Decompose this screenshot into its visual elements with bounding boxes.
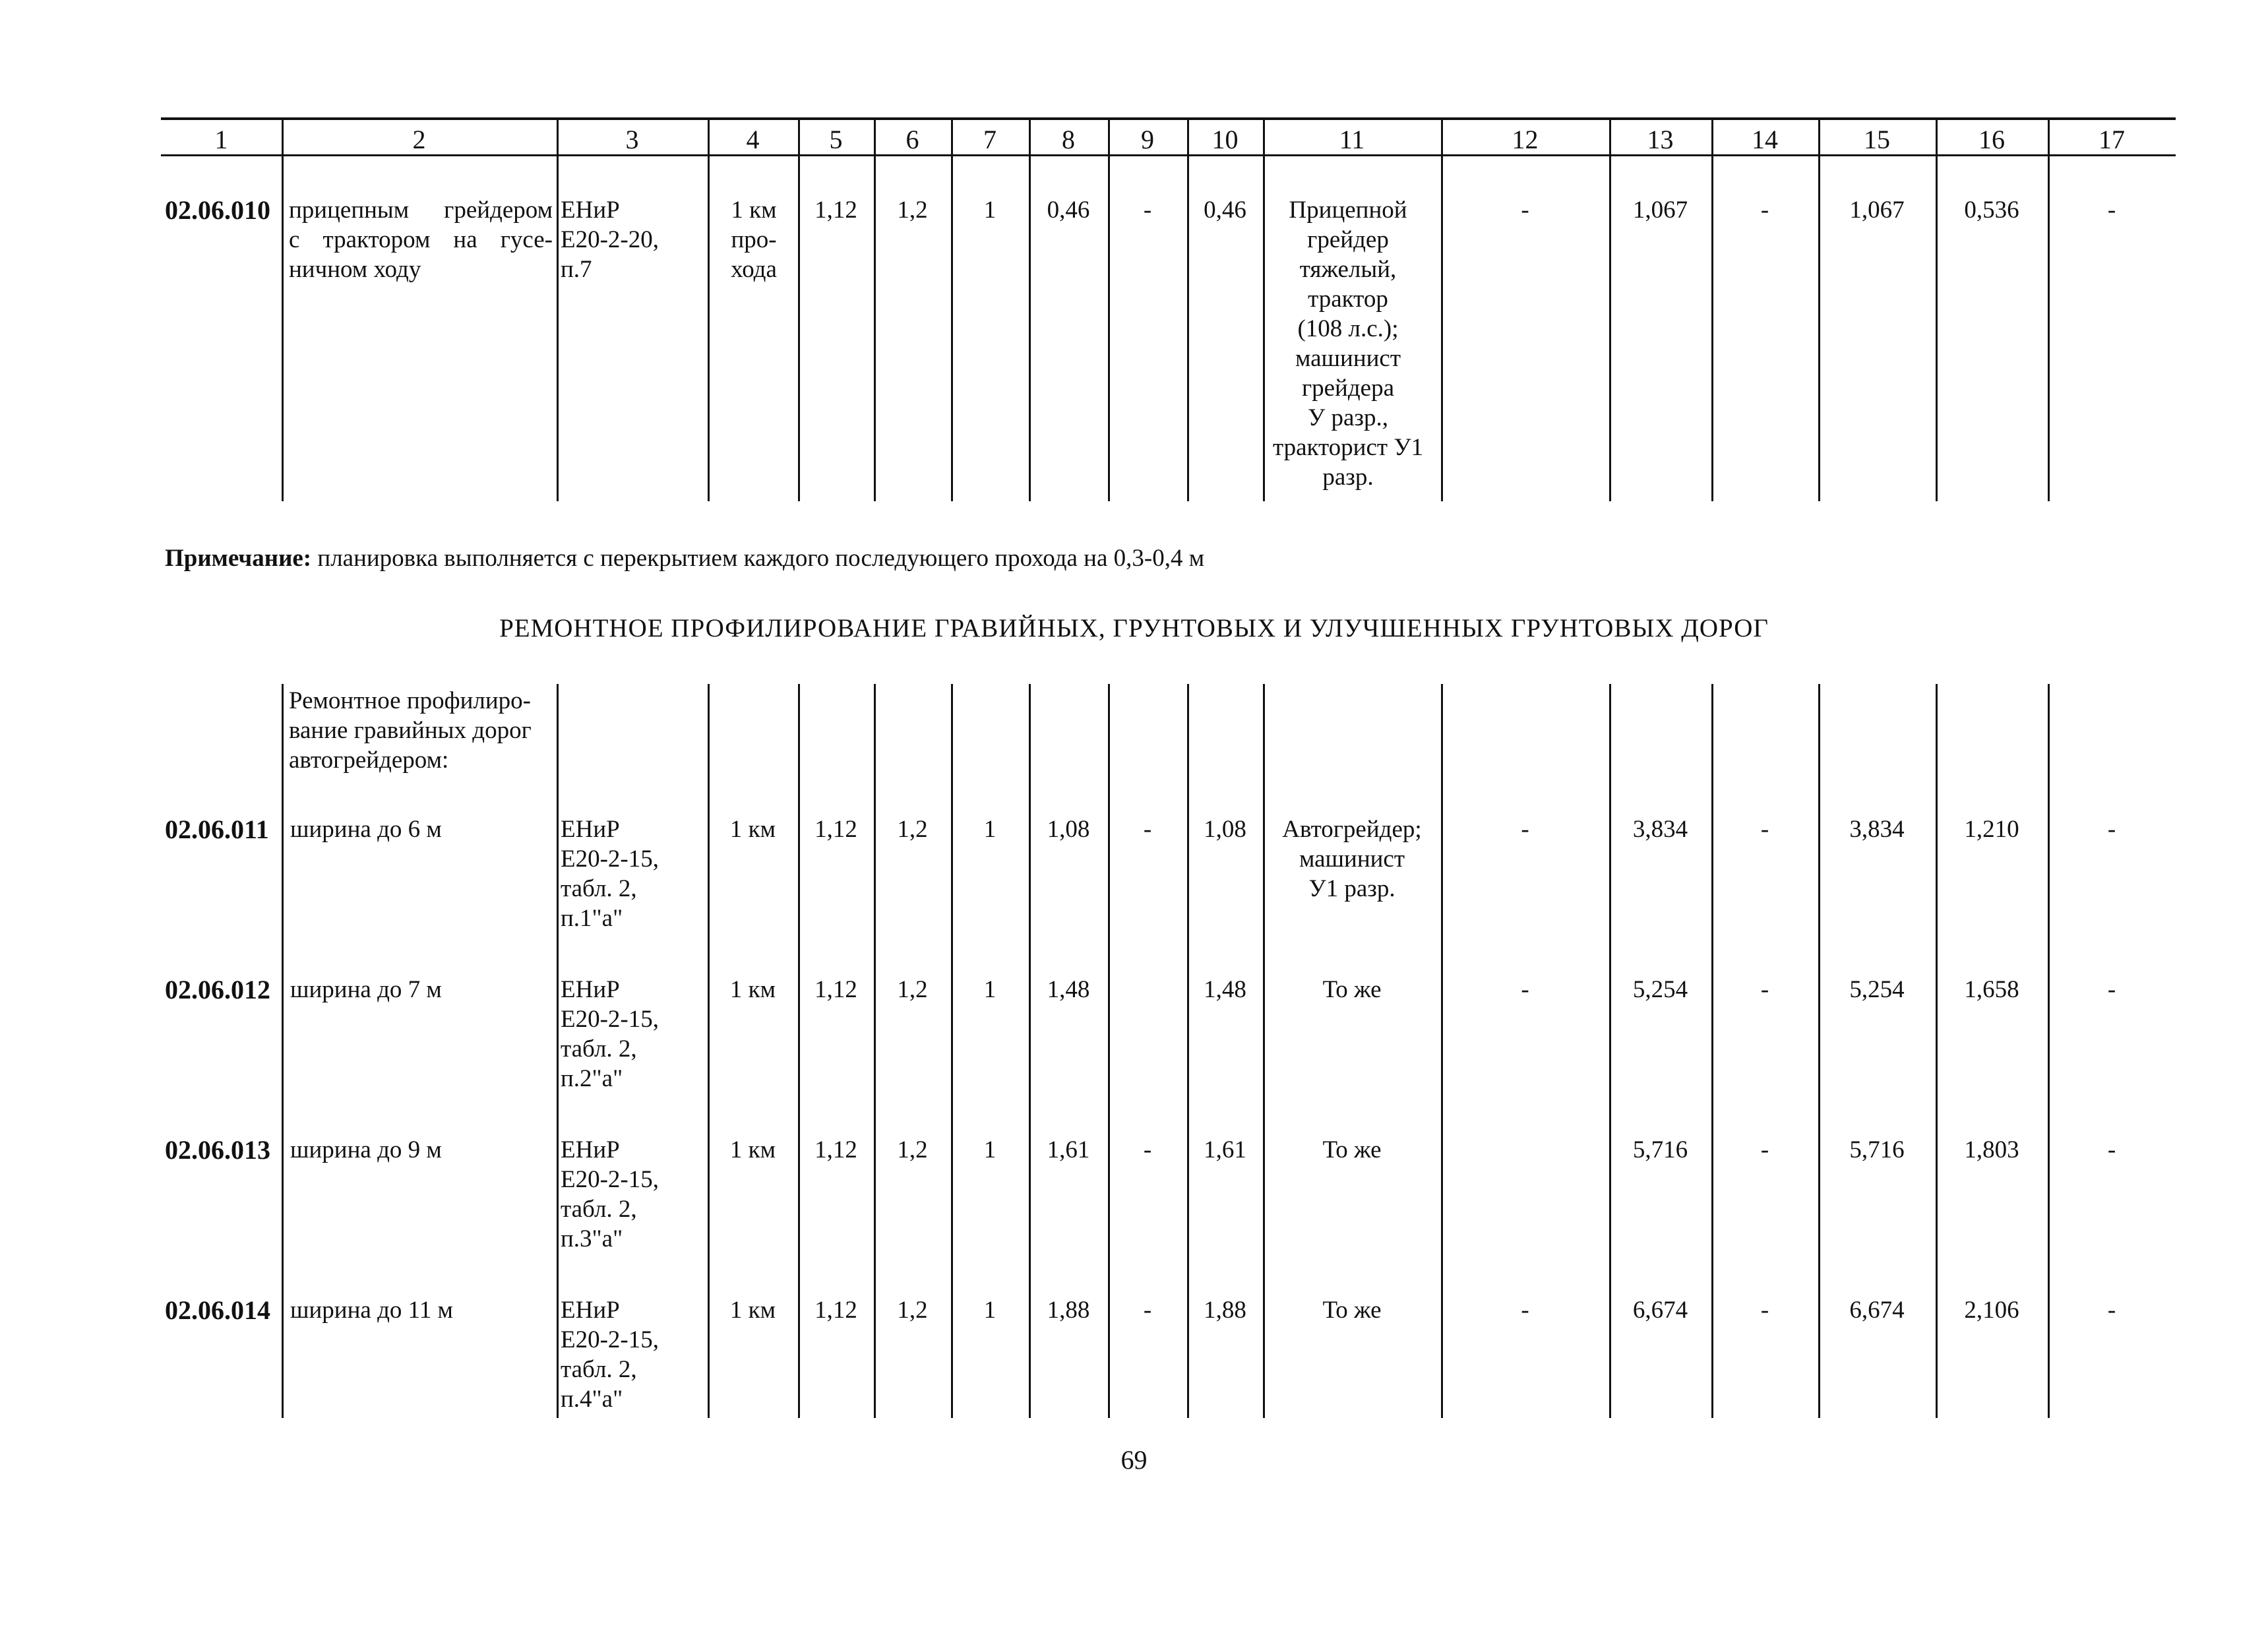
column-number-2: 2 bbox=[412, 125, 426, 154]
cell-col-8: 1,61 bbox=[1047, 1136, 1090, 1163]
crew-line: Автогрейдер; bbox=[1282, 816, 1422, 843]
cell-col-6: 1,2 bbox=[897, 1297, 928, 1324]
cell-col-6: 1,2 bbox=[897, 1136, 928, 1163]
crew-line: машинист bbox=[1295, 345, 1401, 372]
column-divider bbox=[1936, 120, 1938, 501]
crew-line: тяжелый, bbox=[1299, 256, 1397, 283]
cell-col-9: - bbox=[1143, 1297, 1152, 1324]
machinery-crew bbox=[1263, 815, 1441, 904]
work-description: ширина до 6 м bbox=[290, 816, 442, 843]
norm-line: Е20-2-15, bbox=[561, 1006, 659, 1033]
cell-col-10: 1,48 bbox=[1204, 976, 1246, 1003]
cell-col-6: 1,2 bbox=[897, 816, 928, 843]
column-number-7: 7 bbox=[983, 125, 996, 154]
norm-line: Е20-2-20, bbox=[561, 226, 659, 253]
cell-col-10: 1,61 bbox=[1204, 1136, 1246, 1163]
crew-line: То же bbox=[1322, 1297, 1382, 1324]
work-description bbox=[289, 195, 553, 284]
cell-col-17: - bbox=[2107, 816, 2116, 843]
row-code: 02.06.010 bbox=[165, 195, 270, 225]
crew-line: грейдер bbox=[1307, 226, 1389, 253]
cell-col-14: - bbox=[1760, 197, 1769, 224]
cell-col-17: - bbox=[2107, 976, 2116, 1003]
cell-col-5: 1,12 bbox=[814, 197, 857, 224]
column-divider bbox=[282, 684, 284, 1418]
column-divider bbox=[874, 120, 876, 501]
column-number-1: 1 bbox=[214, 125, 228, 154]
cell-col-12: - bbox=[1521, 197, 1529, 224]
crew-line: трактор bbox=[1308, 286, 1388, 313]
cell-col-13: 6,674 bbox=[1632, 1297, 1688, 1324]
norm-line: ЕНиР bbox=[561, 1297, 620, 1324]
cell-col-10: 1,88 bbox=[1204, 1297, 1246, 1324]
column-divider bbox=[557, 120, 559, 501]
cell-col-15: 6,674 bbox=[1849, 1297, 1905, 1324]
crew-line: разр. bbox=[1322, 464, 1374, 491]
column-divider bbox=[557, 684, 559, 1418]
section-title: РЕМОНТНОЕ ПРОФИЛИРОВАНИЕ ГРАВИЙНЫХ, ГРУНТОВЫХ И УЛУЧШЕННЫХ ГРУНТОВЫХ ДОРОГ bbox=[499, 614, 1769, 642]
column-divider bbox=[2048, 120, 2050, 501]
group-heading bbox=[289, 686, 559, 775]
column-number-11: 11 bbox=[1339, 125, 1365, 154]
cell-col-7: 1 bbox=[983, 976, 996, 1003]
cell-col-15: 5,716 bbox=[1849, 1136, 1905, 1163]
cell-col-17: - bbox=[2107, 197, 2116, 224]
column-number-6: 6 bbox=[905, 125, 919, 154]
unit-line: про- bbox=[731, 226, 777, 253]
column-number-16: 16 bbox=[1978, 125, 2005, 154]
norm-line: табл. 2, bbox=[561, 1196, 637, 1223]
column-number-8: 8 bbox=[1062, 125, 1075, 154]
norm-reference bbox=[561, 815, 706, 933]
crew-line: У1 разр. bbox=[1308, 875, 1395, 902]
cell-col-12: - bbox=[1521, 976, 1529, 1003]
norm-line: Е20-2-15, bbox=[561, 1166, 659, 1193]
norm-line: п.4"а" bbox=[561, 1386, 623, 1413]
row-code: 02.06.011 bbox=[165, 815, 269, 844]
group-heading-line: Ремонтное профилиро- bbox=[289, 687, 531, 714]
cell-col-16: 2,106 bbox=[1964, 1297, 2019, 1324]
norm-line: п.2"а" bbox=[561, 1065, 623, 1092]
column-number-14: 14 bbox=[1752, 125, 1778, 154]
column-divider bbox=[1108, 120, 1110, 501]
column-number-17: 17 bbox=[2099, 125, 2125, 154]
cell-col-16: 1,658 bbox=[1964, 976, 2019, 1003]
column-divider bbox=[1818, 120, 1820, 501]
column-divider bbox=[1029, 120, 1031, 501]
crew-line: То же bbox=[1322, 976, 1382, 1003]
norm-line: табл. 2, bbox=[561, 1035, 637, 1063]
machinery-crew bbox=[1260, 195, 1436, 492]
column-divider bbox=[798, 120, 800, 501]
column-number-4: 4 bbox=[746, 125, 760, 154]
crew-line: (108 л.с.); bbox=[1297, 315, 1399, 342]
norm-line: Е20-2-15, bbox=[561, 1326, 659, 1353]
cell-col-10: 0,46 bbox=[1204, 197, 1246, 224]
work-description: ширина до 9 м bbox=[290, 1136, 442, 1163]
cell-col-12: - bbox=[1521, 816, 1529, 843]
group-heading-line: вание гравийных дорог bbox=[289, 717, 532, 744]
cell-col-8: 1,88 bbox=[1047, 1297, 1090, 1324]
cell-col-14: - bbox=[1760, 976, 1769, 1003]
crew-line: То же bbox=[1322, 1136, 1382, 1163]
column-number-3: 3 bbox=[625, 125, 639, 154]
machinery-crew bbox=[1263, 1295, 1441, 1325]
work-description: ширина до 7 м bbox=[290, 976, 442, 1003]
cell-col-14: - bbox=[1760, 1297, 1769, 1324]
column-divider bbox=[282, 120, 284, 501]
row-code: 02.06.012 bbox=[165, 975, 270, 1004]
cell-col-13: 1,067 bbox=[1632, 197, 1688, 224]
cell-col-9: - bbox=[1143, 1136, 1152, 1163]
cell-col-17: - bbox=[2107, 1136, 2116, 1163]
unit-line: хода bbox=[731, 256, 777, 283]
group-heading-line: автогрейдером: bbox=[289, 747, 449, 774]
norm-reference bbox=[561, 195, 706, 284]
column-number-15: 15 bbox=[1864, 125, 1890, 154]
cell-col-7: 1 bbox=[983, 197, 996, 224]
crew-line: машинист bbox=[1299, 846, 1405, 873]
cell-col-13: 3,834 bbox=[1632, 816, 1688, 843]
cell-col-13: 5,254 bbox=[1632, 976, 1688, 1003]
description-line: прицепным грейдером bbox=[289, 197, 553, 224]
cell-col-17: - bbox=[2107, 1297, 2116, 1324]
cell-col-7: 1 bbox=[983, 816, 996, 843]
column-number-9: 9 bbox=[1141, 125, 1154, 154]
cell-col-5: 1,12 bbox=[814, 816, 857, 843]
column-number-5: 5 bbox=[829, 125, 843, 154]
crew-line: тракторист У1 bbox=[1272, 434, 1424, 461]
description-line: с трактором на гусе- bbox=[289, 226, 553, 253]
norm-line: ЕНиР bbox=[561, 197, 620, 224]
norm-line: табл. 2, bbox=[561, 1356, 637, 1383]
note-label: Примечание: bbox=[165, 545, 312, 572]
unit-of-measure: 1 км bbox=[729, 816, 776, 843]
column-divider bbox=[951, 120, 953, 501]
norm-line: Е20-2-15, bbox=[561, 846, 659, 873]
norm-line: п.1"а" bbox=[561, 905, 623, 932]
norm-reference bbox=[561, 975, 706, 1094]
row-code: 02.06.013 bbox=[165, 1135, 270, 1165]
norm-line: п.7 bbox=[561, 256, 592, 283]
unit-of-measure bbox=[710, 195, 798, 284]
column-divider bbox=[1441, 120, 1443, 501]
cell-col-7: 1 bbox=[983, 1136, 996, 1163]
cell-col-6: 1,2 bbox=[897, 197, 928, 224]
norm-line: ЕНиР bbox=[561, 816, 620, 843]
cell-col-16: 1,803 bbox=[1964, 1136, 2019, 1163]
cell-col-5: 1,12 bbox=[814, 976, 857, 1003]
norm-line: табл. 2, bbox=[561, 875, 637, 902]
cell-col-6: 1,2 bbox=[897, 976, 928, 1003]
unit-of-measure: 1 км bbox=[729, 976, 776, 1003]
cell-col-15: 5,254 bbox=[1849, 976, 1905, 1003]
table-note bbox=[165, 544, 1204, 572]
crew-line: У разр., bbox=[1308, 404, 1388, 431]
cell-col-12: - bbox=[1521, 1297, 1529, 1324]
unit-line: 1 км bbox=[731, 197, 777, 224]
cell-col-9: - bbox=[1143, 816, 1152, 843]
norm-line: п.3"а" bbox=[561, 1225, 623, 1252]
machinery-crew bbox=[1263, 1135, 1441, 1165]
machinery-crew bbox=[1263, 975, 1441, 1004]
cell-col-13: 5,716 bbox=[1632, 1136, 1688, 1163]
column-divider bbox=[1187, 120, 1189, 501]
cell-col-7: 1 bbox=[983, 1297, 996, 1324]
column-divider bbox=[1609, 120, 1611, 501]
column-number-10: 10 bbox=[1211, 125, 1239, 154]
work-description: ширина до 11 м bbox=[290, 1297, 453, 1324]
cell-col-15: 3,834 bbox=[1849, 816, 1905, 843]
cell-col-5: 1,12 bbox=[814, 1297, 857, 1324]
cell-col-14: - bbox=[1760, 816, 1769, 843]
row-code: 02.06.014 bbox=[165, 1295, 270, 1325]
unit-of-measure: 1 км bbox=[729, 1297, 776, 1324]
cell-col-8: 1,48 bbox=[1047, 976, 1090, 1003]
norm-line: ЕНиР bbox=[561, 1136, 620, 1163]
note-text: планировка выполняется с перекрытием каждого последующего прохода на 0,3-0,4 м bbox=[311, 545, 1205, 572]
cell-col-9: - bbox=[1143, 197, 1152, 224]
header-top-rule bbox=[161, 117, 2176, 120]
cell-col-8: 1,08 bbox=[1047, 816, 1090, 843]
cell-col-14: - bbox=[1760, 1136, 1769, 1163]
cell-col-8: 0,46 bbox=[1047, 197, 1090, 224]
crew-line: грейдера bbox=[1301, 375, 1395, 402]
cell-col-15: 1,067 bbox=[1849, 197, 1905, 224]
cell-col-5: 1,12 bbox=[814, 1136, 857, 1163]
column-divider bbox=[1711, 120, 1713, 501]
unit-of-measure: 1 км bbox=[729, 1136, 776, 1163]
column-number-13: 13 bbox=[1647, 125, 1674, 154]
page-number: 69 bbox=[1120, 1445, 1148, 1475]
description-line: ничном ходу bbox=[289, 256, 421, 283]
column-divider bbox=[708, 120, 710, 501]
norm-reference bbox=[561, 1135, 706, 1254]
cell-col-10: 1,08 bbox=[1204, 816, 1246, 843]
norm-line: ЕНиР bbox=[561, 976, 620, 1003]
cell-col-16: 1,210 bbox=[1964, 816, 2019, 843]
crew-line: Прицепной bbox=[1289, 197, 1407, 224]
column-number-12: 12 bbox=[1512, 125, 1539, 154]
norm-reference bbox=[561, 1295, 706, 1414]
cell-col-16: 0,536 bbox=[1964, 197, 2019, 224]
